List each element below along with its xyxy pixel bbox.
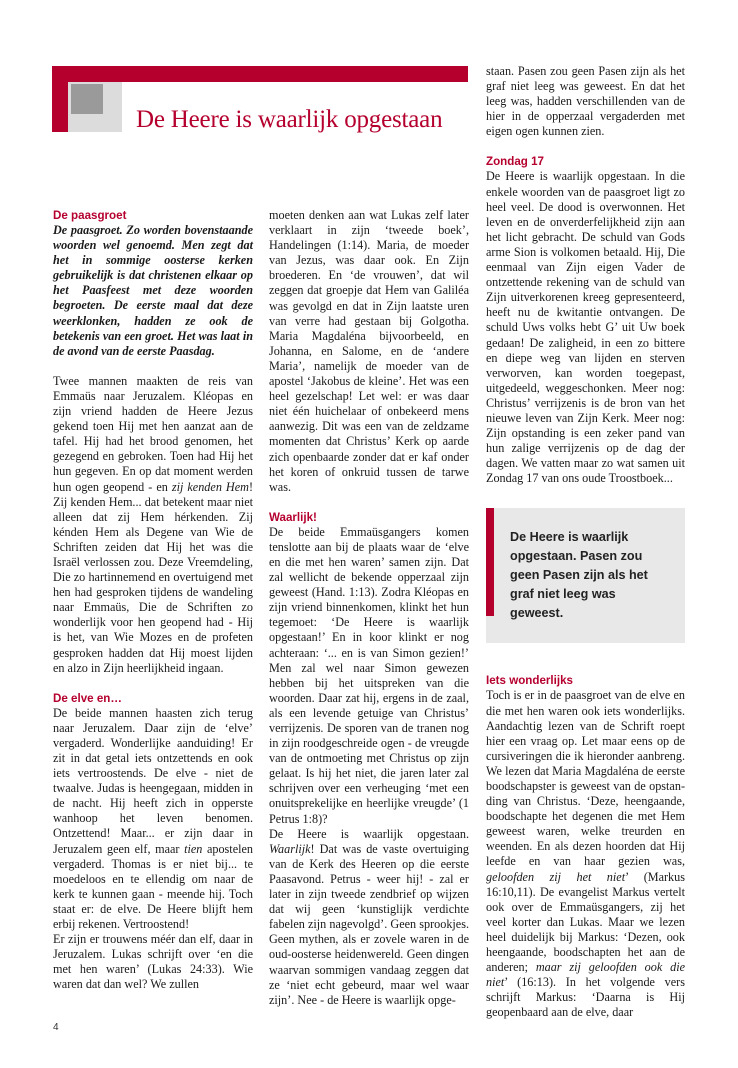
article-title: De Heere is waarlijk opgestaan — [136, 106, 443, 133]
paragraph: De beide mannen haasten zich terug naar Jeruzalem. Daar zijn de ‘elve’ vergaderd. Wonderlijke aanduiding! Er zit in dat getal iets ontzettends en ook iets vertroostends. De elve - niet de twaalve. Judas is heengegaan, midden in de nacht. Hij heeft zich in opperste wanhoop het leven benomen. Ontzettend! Maar... er zijn daar in Jeruzalem geen elf, maar tien apostelen vergaderd. Thomas is er niet bij... te moedeloos en te ellendig om naar de kerk te kunnen gaan - meende hij. Toch staat er: de elve. De Heere blijft hem erbij rekenen. Vertroostend! — [53, 705, 253, 932]
column-1 — [53, 208, 253, 993]
pull-quote: De Heere is waarlijk opgestaan. Pasen zou geen Pasen zijn als het graf niet leeg was geweest. — [486, 508, 685, 643]
paragraph: De Heere is waarlijk opgestaan. Waarlijk! Dat was de vaste overtuiging van de Kerk des Heeren op die eerste Paasavond. Petrus - weer hij! - zal er later in zijn tweede zendbrief op wijzen dat wij geen ‘kunstiglijk verdichte fabelen zijn nagevolgd’. Geen sprookjes. Geen mythen, als er zovele waren in de oud-oosterse heidenwereld. Geen dingen waarvan sommigen vandaag zeggen dat ze ‘niet echt gebeurd, maar wel waar zijn’. Nee - de Heere is waarlijk opge- — [269, 826, 469, 1007]
paragraph: De beide Emmaüsgangers komen tenslotte aan bij de plaats waar de ‘elve en die met hen waren’ samen zijn. Dat zal wellicht de bekende opperzaal zijn geweest (Hand. 1:13). Zodra Kléopas en zijn vriend binnenkomen, klinkt het hun tegemoet: ‘De Heere is waarlijk opgestaan!’ En in koor klinkt er nog achteraan: ‘... en is van Simon gezien!’ Men zal wel naar Simon gewezen hebben bij het uitspreken van die woorden. Daar zat hij, ergens in de zaal, als een levende getuige van Christus’ verrijzenis. De sporen van de tranen nog in zijn roodgeschreide ogen - de vreugde van de ontmoeting met Christus op zijn gelaat. Is hij het niet, die jaren later zal schrijven over een verheuging ‘met een onuitsprekelijke en heerlijke vreugde’ (1 Petrus 1:8)? — [269, 524, 469, 826]
header-red-side — [52, 66, 68, 132]
section-heading-iets-wonderlijks: Iets wonderlijks — [486, 674, 573, 688]
pull-quote-bar — [486, 508, 494, 616]
paragraph: Twee mannen maakten de reis van Emmaüs naar Jeruzalem. Kléopas en zijn vriend hadden de Heere Jezus gekend toen Hij met hen aanzat aan de tafel. Hij had het brood genomen, het gezegend en gebroken. Toen had Hij het hun gegeven. En op dat moment werden hun ogen geopend - en zij kenden Hem! Zij kenden Hem... dat betekent maar niet alleen dat zij Hem hérkenden. Zij kénden Hem als Degene van Wie de Schriften zeiden dat Hij het was die Israël verlossen zou. Deze Vreemdeling, Die zo hartinnemend en overtuigend met hen had gesproken tijdens de wandeling naar Emmaüs, Die de Schriften zo wonderlijk voor hen geopend had - Hij is het, van Wie Mozes en de profeten gesproken hadden dat Hij moest lijden en alzo in Zijn heerlijkheid ingaan. — [53, 373, 253, 675]
section-heading-zondag-17: Zondag 17 — [486, 155, 544, 169]
section-heading-elve: De elve en… — [53, 691, 122, 705]
paragraph: Er zijn er trouwens méér dan elf, daar in Jeruzalem. Lukas schrijft over ‘en die met hen waren’ (Lukas 24:33). Wie waren dat dan wel? We zullen — [53, 932, 253, 992]
header-red-bar — [52, 66, 468, 82]
section-heading-paasgroet: De paasgroet — [53, 209, 127, 222]
page-number: 4 — [53, 1022, 59, 1033]
paragraph: Toch is er in de paasgroet van de elve en die met hen waren ook iets wonderlijks. Aandachtig lezen van de Schrift roept hier een vraag op. Let maar eens op de cursiveringen die ik hieronder aanbreng. We lezen dat Maria Magdaléna de eerste boodschapster is geweest van de opstanding van Christus. ‘Deze, heengaande, boodschapte het degenen die met Hem geweest waren, welke treurden en weenden. En als dezen hoorden dat Hij leefde en van haar gezien was, geloofden zij het niet’ (Markus 16:10,11). De evangelist Markus vertelt ook over de Emmaüsgangers, zij het veel korter dan Lukas. Maar we lezen heel duidelijk bij Markus: ‘Dezen, ook heengaande, boodschapten het aan de anderen; maar zij geloofden ook die niet’ (16:13). In het volgende vers schrijft Markus: ‘Daarna is Hij geopenbaard aan de elve, daar — [486, 688, 685, 1020]
paragraph: De Heere is waarlijk opgestaan. In die enkele woorden van de paasgroet ligt zo heel veel. De dood is overwonnen. Het leven en de onverderfelijkheid zijn aan het licht gebracht. De schuld van Gods arme Sion is volkomen betaald. Hij, Die eenmaal van Zijn eigen Vader de ontzettende rekening van de schuld van Zijn uitverkorenen kreeg gepresenteerd, heeft nu de kwitantie ontvangen. De schuld Uws volks hebt G’ uit Uw boek gedaan! De zaligheid, in een zo bittere en diepe weg van lijden en sterven verworven, kan worden toegepast, uitgedeeld, weggeschonken. Meer nog: Christus’ verrijzenis is de bron van het nieuwe leven van Zijn Kerk. Meer nog: Zijn opstanding is een zeker pand van hun zalige verrijzenis op de dag der dagen. We vatten maar zo wat samen uit Zondag 17 van ons oude Troostboek... — [486, 169, 685, 486]
paragraph: staan. Pasen zou geen Pasen zijn als het graf niet leeg was geweest. En dat het leeg was, hadden verschillenden van de hier in de opperzaal vergaderden met eigen ogen kunnen zien. — [486, 64, 685, 139]
section-heading-waarlijk: Waarlijk! — [269, 510, 317, 524]
column-2 — [269, 208, 469, 1008]
lead-paragraph: De paasgroet. Zo worden bovenstaande woorden wel genoemd. Men zegt dat het in sommige oosterse kerken gebruikelijk is dat christenen elkaar op het Paasfeest met deze woorden begroeten. De eerste maal dat deze weerklonken, hadden ze ook de betekenis van een groet. Het was laat in de avond van de eerste Paasdag. — [53, 223, 253, 358]
column-3 — [486, 64, 685, 1021]
header-grey-square — [71, 84, 103, 114]
paragraph: moeten denken aan wat Lukas zelf later verklaart in zijn ‘tweede boek’, Handelingen (1:14). Maria, de moeder van Jezus, was daar ook. En Zijn broederen. En ‘de vrouwen’, dat wil zeggen dat groepje dat Hem van Galiléa was gevolgd en dat in Zijn laatste uren van verre had gestaan bij Golgotha. Maria Magdaléna bijvoorbeeld, en Johanna, en Salome, en de ‘andere Maria’, namelijk de moeder van de apostel ‘Jakobus de kleine’. Het was een heel gezelschap! Let wel: er was daar niet één huichelaar of onbekeerd mens aanwezig. Dit was een van de zeldzame momenten dat Christus’ Kerk op aarde zich openbaarde zonder dat er kaf onder het koren of onkruid tussen de tarwe was. — [269, 208, 469, 494]
